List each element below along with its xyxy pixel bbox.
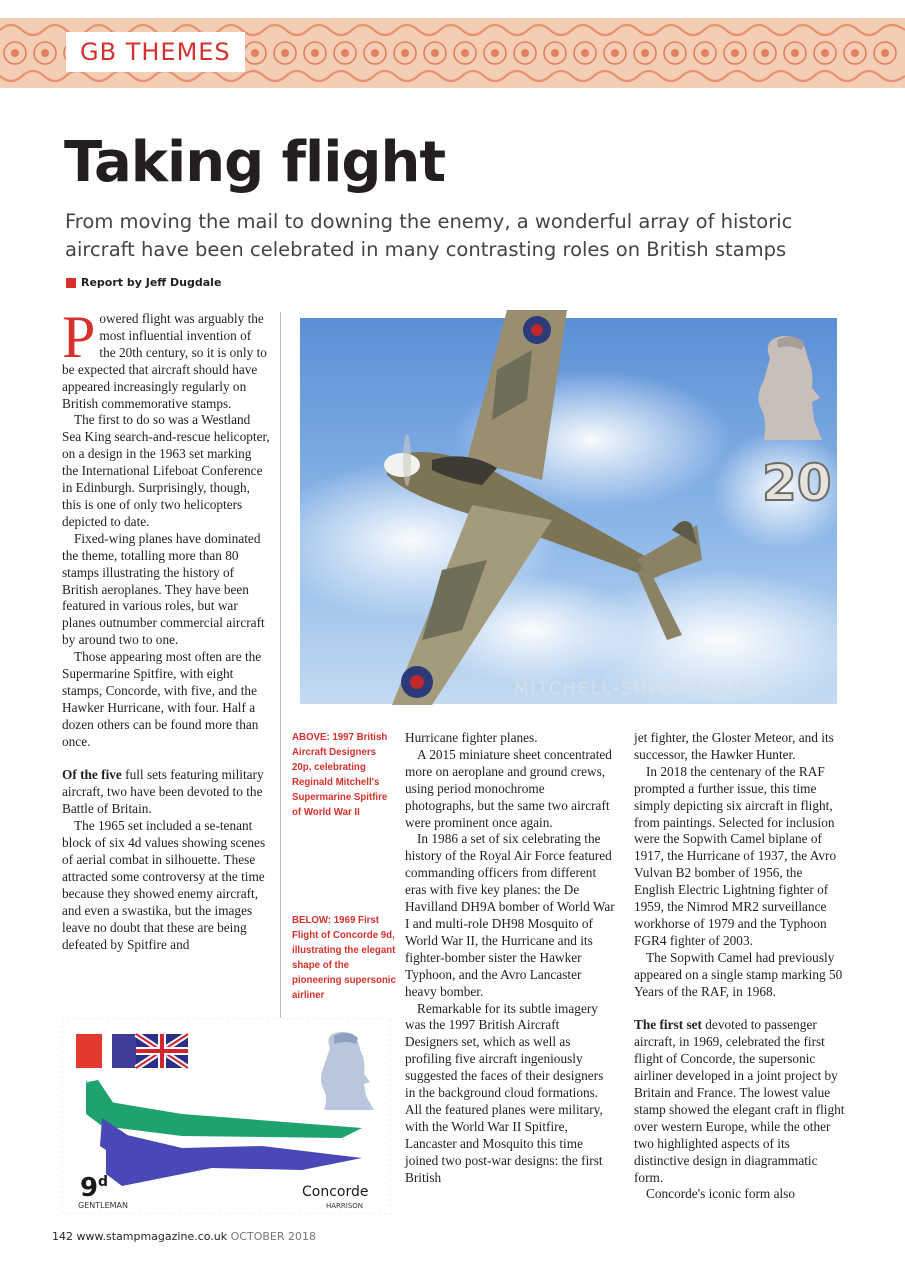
paragraph — [62, 304, 270, 412]
byline — [66, 276, 221, 289]
column-divider — [280, 312, 281, 1018]
byline-text: Report by Jeff Dugdale — [81, 276, 222, 289]
paragraph: The first to do so was a Westland Sea King search-and-rescue helicopter, on a design in the 1963 set marking the International Lifeboat Conference in Edinburgh. Surprisingly, though, this is one of only two helicopters depicted to date. — [62, 412, 270, 529]
byline-marker — [66, 278, 76, 288]
caption-below: BELOW: 1969 First Flight of Concorde 9d, illustrating the elegant shape of the pioneering supersonic airliner — [292, 915, 396, 1001]
page-footer — [52, 1230, 316, 1243]
article-column-1 — [62, 304, 270, 953]
paragraph-text: full sets featuring military aircraft, two have been devoted to the Battle of Britain. — [62, 767, 264, 817]
section-label: GB THEMES — [80, 38, 231, 66]
paragraph: Hurricane fighter planes. — [405, 730, 538, 745]
concorde-stamp — [62, 1018, 391, 1214]
stamp-left-label: GENTLEMAN — [78, 1201, 128, 1210]
union-flag-icon — [112, 1034, 188, 1068]
headline: Taking flight — [64, 130, 446, 195]
stamp-value: 20 — [762, 454, 832, 512]
paragraph — [634, 1017, 846, 1186]
lead-in: The first set — [634, 1017, 702, 1033]
article-column-2 — [405, 730, 615, 1186]
paragraph-text: devoted to passenger aircraft, in 1969, celebrated the first flight of Concorde, the supersonic airliner developed in a joint project by Britain and France. The lowest value stamp showed the elegant craft in flight over western Europe, while the other two highlighted aspects of its distinctive design in diagrammatic form. — [634, 1017, 845, 1185]
paragraph: In 2018 the centenary of the RAF prompted a further issue, this time simply depicting six aircraft in flight, from paintings. Selected for inclusion were the Sopwith Camel biplane of 1917, the Hurricane of 1937, the Avro Vulvan B2 bomber of 1956, the English Electric Lightning fighter of 1959, the Nimrod MR2 surveillance workhorse of 1979 and the Typhoon FGR4 fighter of 2003. — [634, 763, 837, 948]
paragraph: jet fighter, the Gloster Meteor, and its successor, the Hawker Hunter. — [634, 730, 834, 762]
paragraph: The Sopwith Camel had previously appeared on a single stamp marking 50 Years of the RAF, in 1968. — [634, 949, 843, 999]
stamp-caption: MITCHELL-SUPERMARINE — [514, 679, 766, 699]
issue-date: OCTOBER 2018 — [230, 1230, 316, 1243]
section-tag — [66, 32, 245, 72]
caption-above: ABOVE: 1997 British Aircraft Designers 20p, celebrating Reginald Mitchell's Supermarine Spitfire of World War II — [292, 732, 388, 818]
standfirst: From moving the mail to downing the enemy, a wonderful array of historic aircraft have been celebrated in many contrasting roles on British stamps — [65, 210, 793, 261]
lead-in: Of the five — [62, 767, 122, 783]
paragraph: Remarkable for its subtle imagery was the 1997 British Aircraft Designers set, which as well as profiling five aircraft ingeniously suggested the faces of their designers in the background cloud formations. All the featured planes were military, with the World War II Spitfire, Lancaster and Mosquito this time joined two post-war designs: the first British — [405, 1000, 604, 1185]
paragraph: Those appearing most often are the Supermarine Spitfire, with eight stamps, Concorde, with five, and the Hawker Hurricane, with four. Half a dozen others can be found more than once. — [62, 649, 262, 749]
paragraph: Fixed-wing planes have dominated the theme, totalling more than 80 stamps illustrating the history of British aeroplanes. They have been featured in various roles, but war planes outnumber commercial aircraft by around two to one. — [62, 530, 265, 648]
paragraph: The 1965 set included a se-tenant block of six 4d values showing scenes of aerial combat in silhouette. These attracted some controversy at the time because they showed enemy aircraft, and even a swastika, but the images leave no doubt that these are being defeated by Spitfire and — [62, 818, 266, 952]
stamp-title: Concorde — [302, 1184, 369, 1200]
stamp-value: 9 — [80, 1173, 99, 1203]
stamp-value-unit: d — [98, 1174, 109, 1190]
spitfire-stamp — [292, 310, 845, 712]
stamp-right-label: HARRISON — [326, 1202, 364, 1210]
drop-cap: P — [62, 304, 96, 370]
website: www.stampmagazine.co.uk — [76, 1230, 228, 1243]
french-flag-icon — [76, 1034, 102, 1068]
paragraph — [62, 767, 270, 818]
paragraph: A 2015 miniature sheet concentrated more on aeroplane and ground crews, using period monochrome photographs, but the same two aircraft were prominent once again. — [405, 746, 612, 830]
paragraph: In 1986 a set of six celebrating the history of the Royal Air Force featured commanding officers from different eras with five key planes: the De Havilland DH9A bomber of World War I and multi-role DH98 Mosquito of World War II, the Hurricane and its fighter-bomber sister the Hawker Typhoon, and the Avro Lancaster heavy bomber. — [405, 831, 615, 999]
paragraph-text: owered flight was arguably the most influential invention of the 20th century, so it is only to be expected that aircraft should have appeared increasingly regularly on British commemorative stamps. — [62, 311, 267, 411]
paragraph: Concorde's iconic form also — [646, 1186, 795, 1202]
article-column-3 — [634, 730, 846, 1203]
page-number: 142 — [52, 1230, 73, 1243]
